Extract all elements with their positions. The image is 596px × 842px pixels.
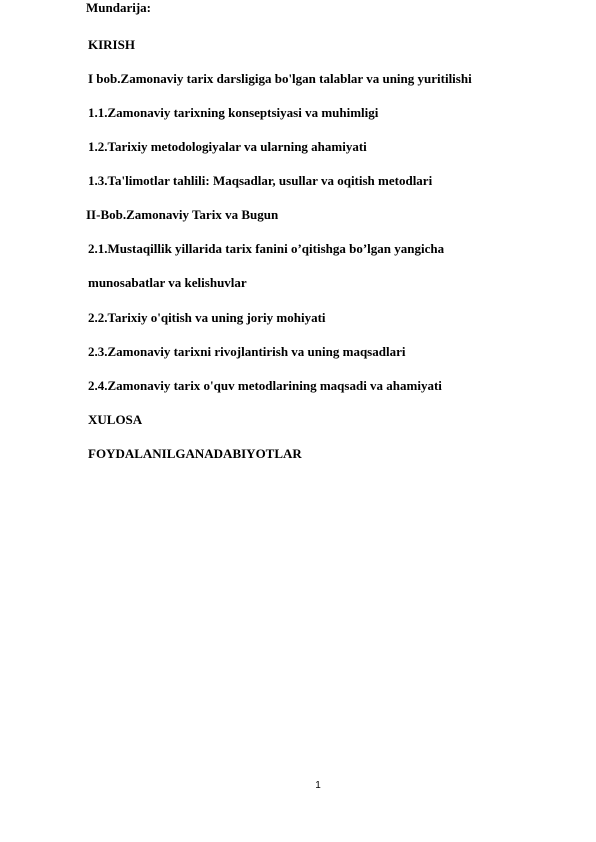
toc-entry-1-3: 1.3.Ta'limotlar tahlili: Maqsadlar, usullar va oqitish metodlari (88, 173, 433, 188)
toc-heading: Mundarija: (86, 0, 151, 15)
toc-entry-2-4: 2.4.Zamonaviy tarix o'quv metodlarining maqsadi va ahamiyati (88, 378, 442, 393)
toc-entry-2-1-continued: munosabatlar va kelishuvlar (88, 275, 247, 290)
toc-entry-xulosa: XULOSA (88, 412, 143, 427)
toc-entry-chapter-1: I bob.Zamonaviy tarix darsligiga bo'lgan talablar va uning yuritilishi (88, 71, 472, 86)
page-number: 1 (315, 780, 321, 791)
toc-entry-kirish: KIRISH (88, 37, 135, 52)
toc-entry-adabiyotlar: FOYDALANILGANADABIYOTLAR (88, 446, 302, 461)
toc-entry-2-1: 2.1.Mustaqillik yillarida tarix fanini o’qitishga bo’lgan yangicha (88, 241, 445, 256)
toc-entry-2-3: 2.3.Zamonaviy tarixni rivojlantirish va uning maqsadlari (88, 344, 406, 359)
toc-entry-1-2: 1.2.Tarixiy metodologiyalar va ularning ahamiyati (88, 139, 367, 154)
toc-entry-chapter-2: II-Bob.Zamonaviy Tarix va Bugun (86, 207, 279, 222)
toc-entry-2-2: 2.2.Tarixiy o'qitish va uning joriy mohiyati (88, 310, 326, 325)
toc-entry-1-1: 1.1.Zamonaviy tarixning konseptsiyasi va muhimligi (88, 105, 379, 120)
